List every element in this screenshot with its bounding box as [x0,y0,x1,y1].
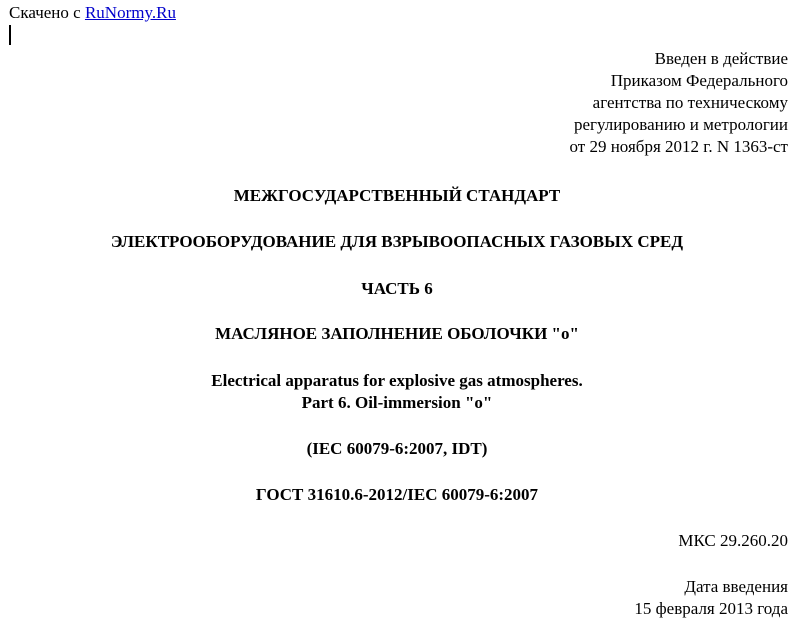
source-line [9,3,176,23]
approval-line: Приказом Федерального [610,71,788,90]
gost-designation: ГОСТ 31610.6-2012/IEC 60079-6:2007 [255,485,539,504]
source-prefix: Скачено с [9,3,85,22]
approval-line: Введен в действие [654,49,788,68]
english-title [0,370,794,414]
equipment-title: ЭЛЕКТРООБОРУДОВАНИЕ ДЛЯ ВЗРЫВООПАСНЫХ ГАЗОВЫХ СРЕД [110,232,684,251]
approval-line: от 29 ноября 2012 г. N 1363-ст [569,137,788,156]
english-title-line: Part 6. Oil-immersion "o" [301,393,493,412]
part-title: ЧАСТЬ 6 [361,279,433,298]
oil-filling-title: МАСЛЯНОЕ ЗАПОЛНЕНИЕ ОБОЛОЧКИ "о" [215,324,579,343]
introduction-label: Дата введения [684,577,788,596]
iec-reference: (IEC 60079-6:2007, IDT) [306,439,488,458]
text-cursor [9,25,11,45]
approval-line: регулированию и метрологии [573,115,788,134]
mks-code: МКС 29.260.20 [678,531,788,550]
introduction-date-block [634,576,788,620]
approval-block [570,48,789,158]
interstate-standard-title: МЕЖГОСУДАРСТВЕННЫЙ СТАНДАРТ [233,186,561,205]
introduction-date: 15 февраля 2013 года [634,599,788,618]
source-link[interactable]: RuNormy.Ru [84,3,176,22]
english-title-line: Electrical apparatus for explosive gas atmospheres. [211,371,583,390]
approval-line: агентства по техническому [592,93,788,112]
